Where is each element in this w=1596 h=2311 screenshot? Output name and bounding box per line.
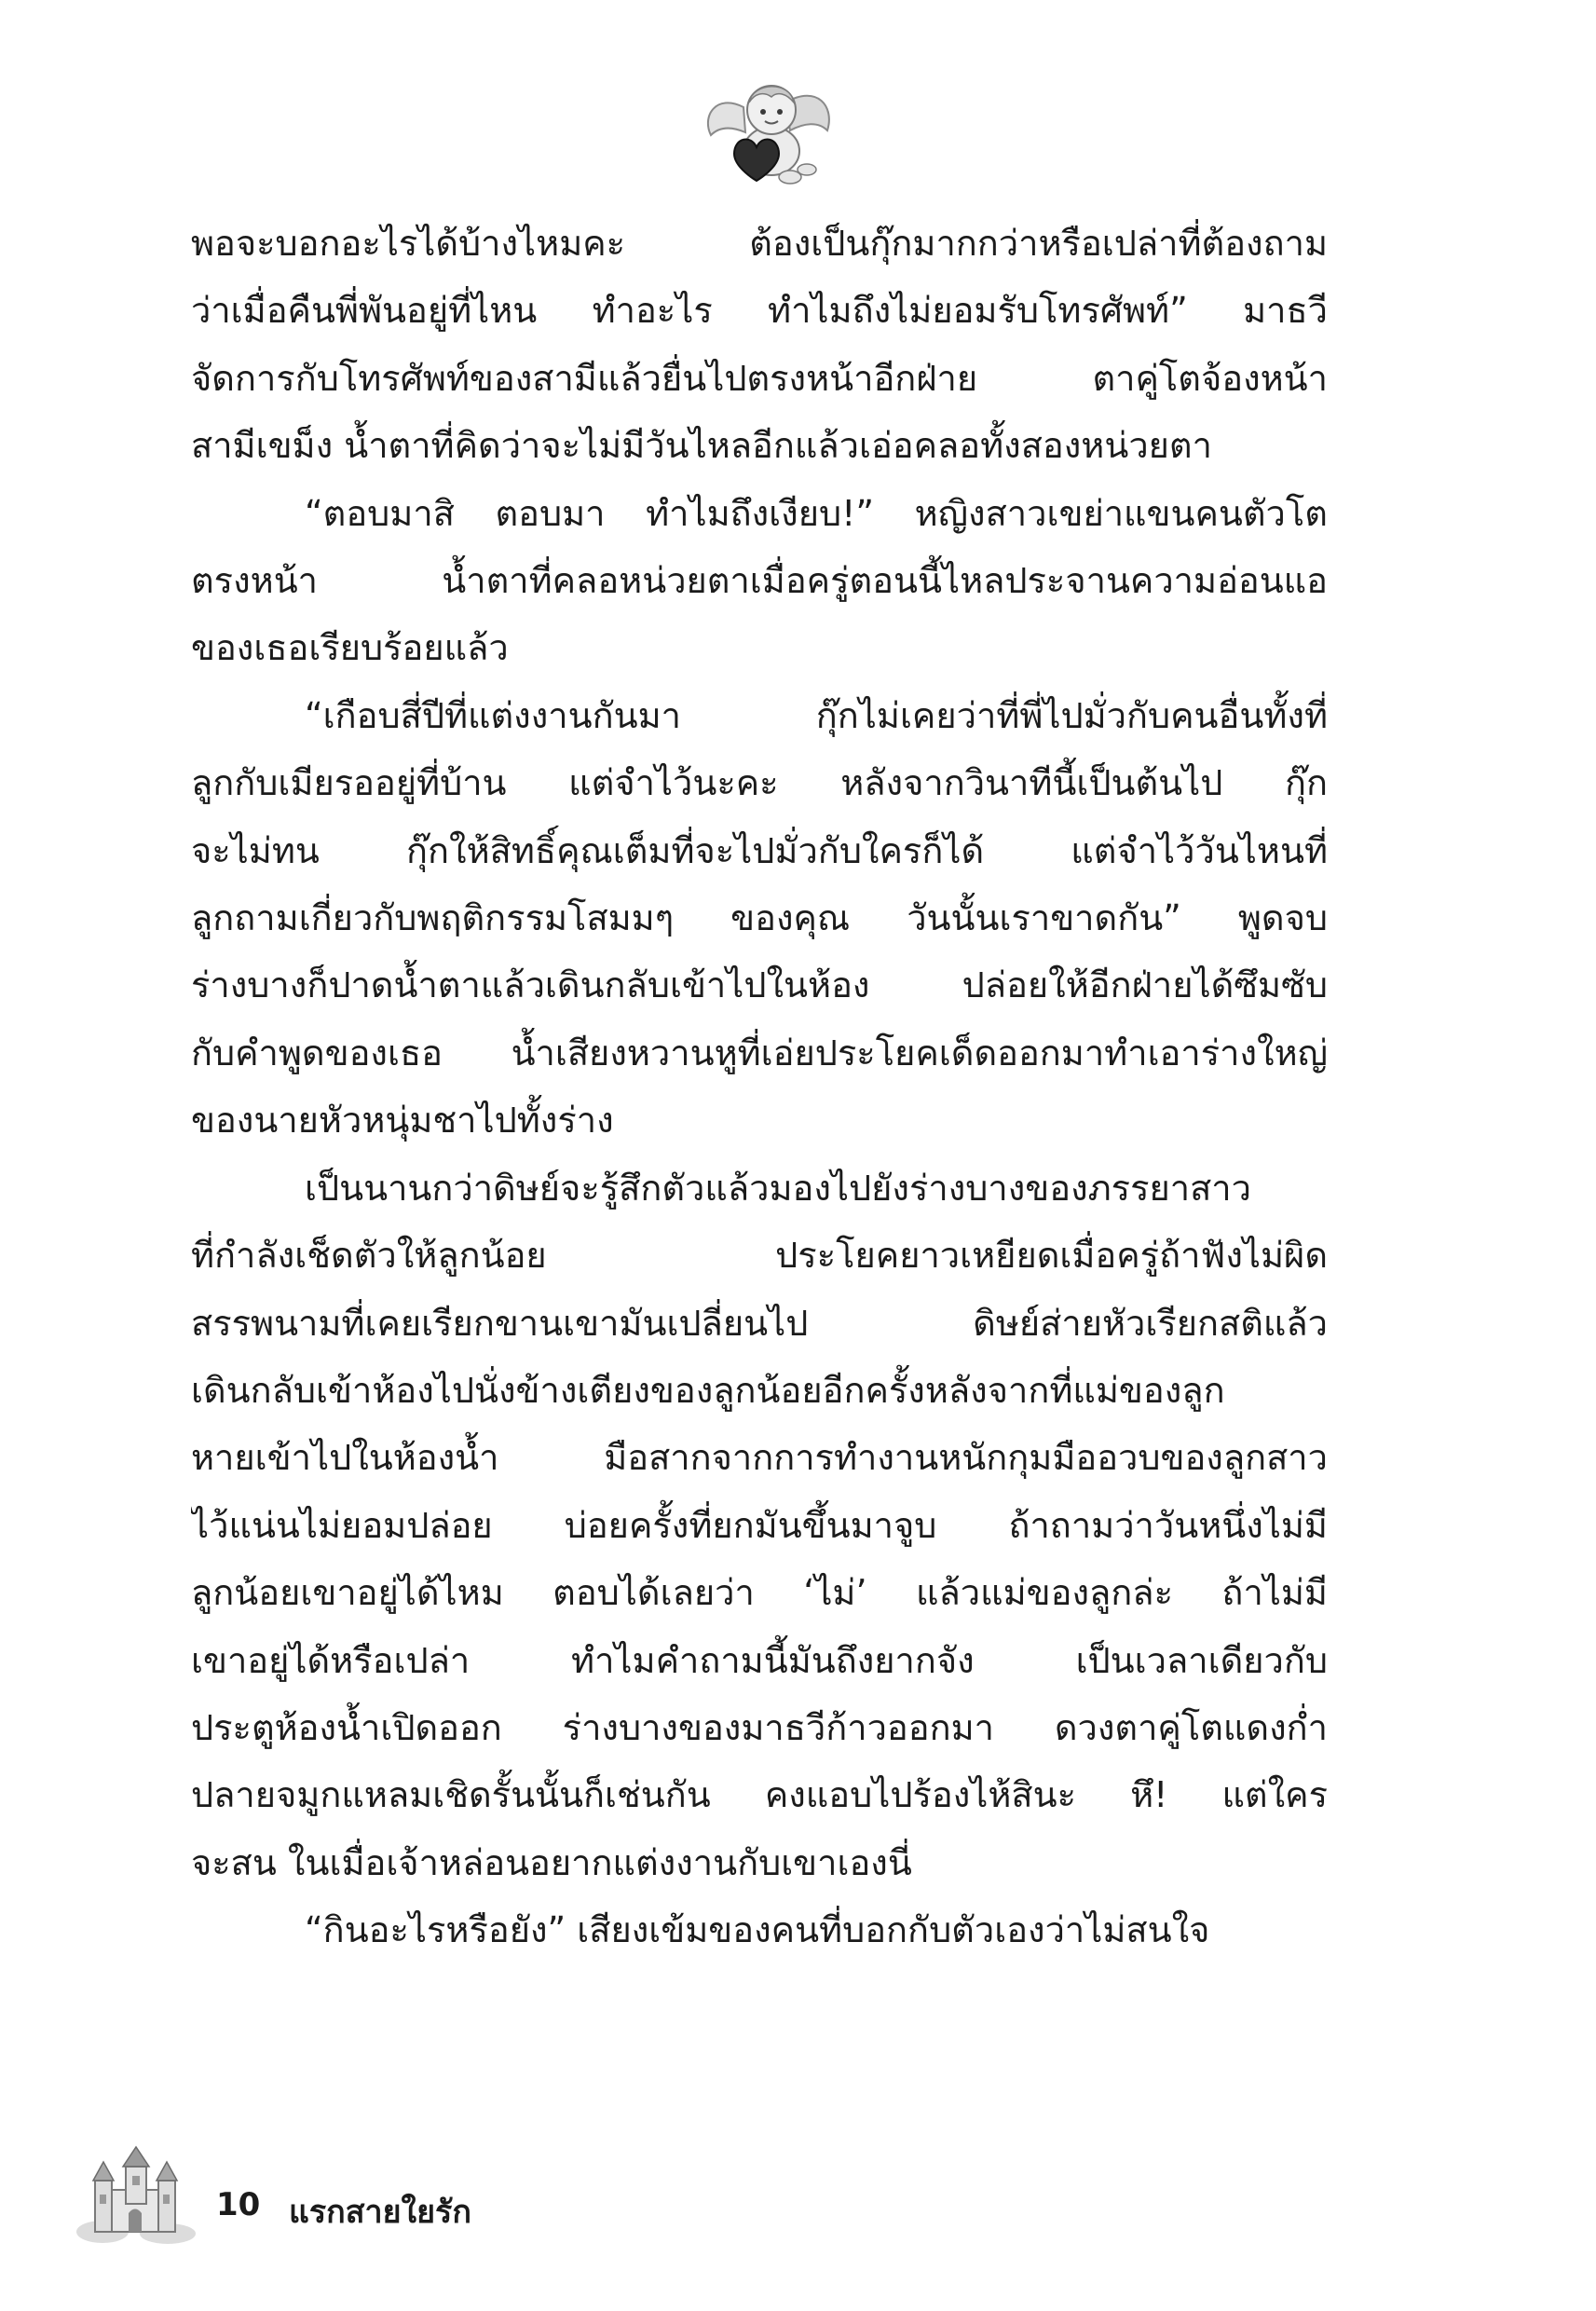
cherub-with-heart-icon: [697, 65, 837, 196]
text-line: สรรพนามที่เคยเรียกขานเขามันเปลี่ยนไป ดิษย์ส่ายหัวเรียกสติแล้ว: [191, 1302, 1328, 1344]
text-line: ปลายจมูกแหลมเชิดรั้นนั้นก็เช่นกัน คงแอบไปร้องไห้สินะ หึ! แต่ใคร: [191, 1774, 1328, 1816]
page-number: 10: [216, 2186, 261, 2223]
text-line: “กินอะไรหรือยัง” เสียงเข้มของคนที่บอกกับตัวเองว่าไม่สนใจ: [305, 1909, 1210, 1951]
castle-icon: [75, 2143, 200, 2246]
paragraph: [191, 210, 1328, 480]
text-line: ลูกถามเกี่ยวกับพฤติกรรมโสมมๆ ของคุณ วันนั้นเราขาดกัน” พูดจบ: [191, 897, 1328, 939]
text-line: ลูกกับเมียรออยู่ที่บ้าน แต่จำไว้นะคะ หลังจากวินาทีนี้เป็นต้นไป กุ๊ก: [191, 762, 1328, 804]
paragraph: [191, 480, 1328, 682]
text-line: จะไม่ทน กุ๊กให้สิทธิ์คุณเต็มที่จะไปมั่วกับใครก็ได้ แต่จำไว้วันไหนที่: [191, 829, 1328, 871]
text-line: หายเข้าไปในห้องน้ำ มือสากจากการทำงานหนักกุมมืออวบของลูกสาว: [191, 1437, 1328, 1479]
paragraph: [191, 682, 1328, 1155]
text-line: ตรงหน้า น้ำตาที่คลอหน่วยตาเมื่อครู่ตอนนี้ไหลประจานความอ่อนแอ: [191, 560, 1328, 602]
page-footer: [75, 2143, 727, 2246]
text-line: ประตูห้องน้ำเปิดออก ร่างบางของมาธวีก้าวออกมา ดวงตาคู่โตแดงก่ำ: [191, 1706, 1328, 1748]
book-title: แรกสายใยรัก: [289, 2194, 471, 2231]
text-line: ของนายหัวหนุ่มชาไปทั้งร่าง: [191, 1100, 614, 1142]
paragraph: [191, 1155, 1328, 1896]
text-line: จัดการกับโทรศัพท์ของสามีแล้วยื่นไปตรงหน้าอีกฝ่าย ตาคู่โตจ้องหน้า: [191, 357, 1328, 399]
text-line: ไว้แน่นไม่ยอมปล่อย บ่อยครั้งที่ยกมันขึ้นมาจูบ ถ้าถามว่าวันหนึ่งไม่มี: [191, 1504, 1328, 1546]
text-line: เดินกลับเข้าห้องไปนั่งข้างเตียงของลูกน้อยอีกครั้งหลังจากที่แม่ของลูก: [191, 1369, 1225, 1411]
text-line: กับคำพูดของเธอ น้ำเสียงหวานหูที่เอ่ยประโยคเด็ดออกมาทำเอาร่างใหญ่: [191, 1032, 1328, 1073]
text-line: ลูกน้อยเขาอยู่ได้ไหม ตอบได้เลยว่า ‘ไม่’ แล้วแม่ของลูกล่ะ ถ้าไม่มี: [191, 1572, 1328, 1614]
text-line: ว่าเมื่อคืนพี่พันอยู่ที่ไหน ทำอะไร ทำไมถึงไม่ยอมรับโทรศัพท์” มาธวี: [191, 290, 1328, 332]
text-line: ร่างบางก็ปาดน้ำตาแล้วเดินกลับเข้าไปในห้อง ปล่อยให้อีกฝ่ายได้ซึมซับ: [191, 964, 1328, 1006]
body-text: [191, 210, 1328, 1964]
paragraph: [191, 1896, 1328, 1963]
text-line: พอจะบอกอะไรได้บ้างไหมคะ ต้องเป็นกุ๊กมากกว่าหรือเปล่าที่ต้องถาม: [191, 223, 1328, 264]
text-line: ของเธอเรียบร้อยแล้ว: [191, 627, 509, 669]
text-line: ที่กำลังเช็ดตัวให้ลูกน้อย ประโยคยาวเหยียดเมื่อครู่ถ้าฟังไม่ผิด: [191, 1235, 1328, 1277]
text-line: จะสน ในเมื่อเจ้าหล่อนอยากแต่งงานกับเขาเองนี่: [191, 1841, 912, 1883]
text-line: สามีเขม็ง น้ำตาที่คิดว่าจะไม่มีวันไหลอีกแล้วเอ่อคลอทั้งสองหน่วยตา: [191, 425, 1212, 467]
text-line: เป็นนานกว่าดิษย์จะรู้สึกตัวแล้วมองไปยังร่างบางของภรรยาสาว: [305, 1167, 1251, 1209]
text-line: เขาอยู่ได้หรือเปล่า ทำไมคำถามนี้มันถึงยากจัง เป็นเวลาเดียวกับ: [191, 1639, 1328, 1681]
text-line: “ตอบมาสิ ตอบมา ทำไมถึงเงียบ!” หญิงสาวเขย่าแขนคนตัวโต: [305, 492, 1328, 534]
text-line: “เกือบสี่ปีที่แต่งงานกันมา กุ๊กไม่เคยว่าที่พี่ไปมั่วกับคนอื่นทั้งที่: [305, 694, 1328, 736]
